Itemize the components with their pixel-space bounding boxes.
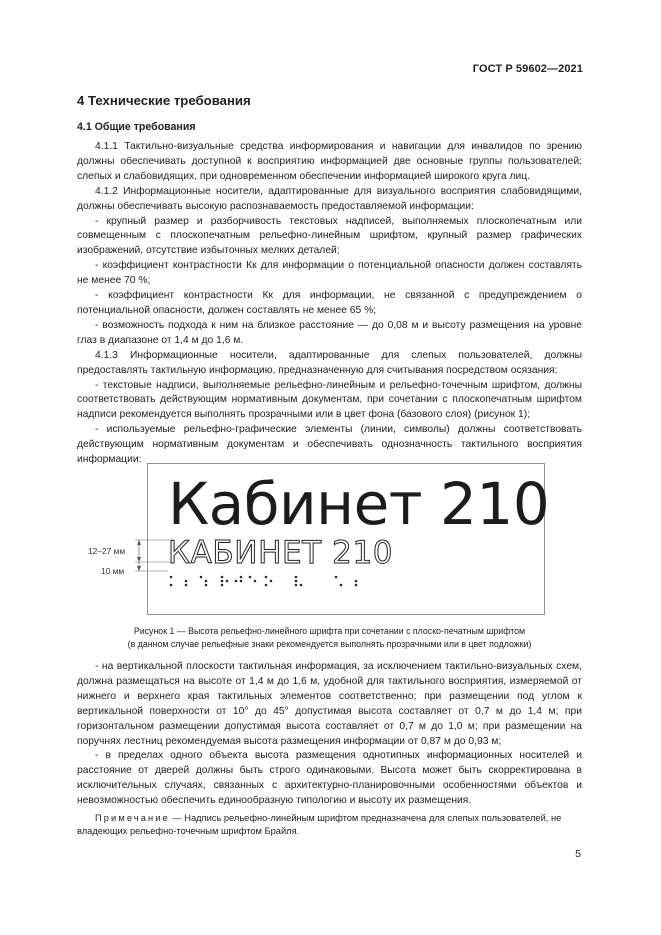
- sign-tactile-text: КАБИНЕТ 210: [168, 535, 394, 571]
- arrow-icon: [137, 566, 141, 571]
- list-item: - коэффициент контрастности Кк для информации о потенциальной опасности должен составлять не менее 70 %;: [77, 260, 582, 287]
- note-text: — Надпись рельефно-линейным шрифтом предназначена для слепых пользователей, не владеющих рельефно-точечным шрифтом Брайля.: [77, 813, 562, 837]
- paragraph: 4.1.3 Информационные носители, адаптированные для слепых пользователей, должны предоставлять тактильную информацию, предназначенную для считывания посредством осязания:: [77, 349, 582, 376]
- body-text-bottom: [77, 660, 582, 809]
- paragraph: 4.1.1 Тактильно-визуальные средства информирования и навигации для инвалидов по зрению должны обеспечивать доступной к восприятию информацией две основные группы пользователей: слепых и слабовидящих, при одновременном обеспечении информацией широкого круга лиц.: [77, 141, 582, 182]
- list-item: - возможность подхода к ним на близкое расстояние — до 0,08 м и высоту размещения на уровне глаз в диапазоне от 1,4 м до 1,6 м.: [77, 319, 582, 346]
- section-title: 4 Технические требования: [77, 93, 251, 108]
- standard-id: ГОСТ Р 59602—2021: [472, 63, 583, 75]
- caption-line: (в данном случае рельефные знаки рекомендуется выполнять прозрачными или в цвет подложки): [127, 638, 532, 649]
- arrow-icon: [137, 540, 141, 545]
- page-number: 5: [575, 848, 581, 860]
- dimension-gap-label: 10 мм: [101, 566, 125, 576]
- figure-caption: [77, 625, 582, 650]
- list-item: - крупный размер и разборчивость текстовых надписей, выполняемых плоскопечатным или совмещенным с плоскопечатным рельефно-линейным шрифтом, крупный размер графических изображений, отсутствие избыточных мелких деталей;: [77, 215, 582, 257]
- paragraph: 4.1.2 Информационные носители, адаптированные для визуального восприятия слабовидящими, должны обеспечивать высокую распознаваемость предоставляемой информации:: [77, 185, 582, 212]
- list-item: - коэффициент контрастности Кк для информации, не связанной с предупреждением о потенциальной опасности, должен составлять не менее 65 %;: [77, 290, 582, 316]
- braille-dots: [170, 576, 358, 587]
- note: [77, 812, 582, 839]
- dimension-height-label: 12–27 мм: [88, 546, 126, 556]
- subsection-title: 4.1 Общие требования: [77, 121, 196, 133]
- list-item: - текстовые надписи, выполняемые рельефно-линейным и рельефно-точечным шрифтом, должны соответствовать действующим нормативным документам, при сочетании с плоскопечатным шрифтом надписи рекомендуется выполнять прозрачными или в цвет фона (базового слоя) (рисунок 1);: [77, 379, 582, 421]
- sign-print-text: Кабинет 210: [168, 470, 550, 538]
- list-item: - используемые рельефно-графические элементы (линии, символы) должны соответствовать действующим нормативным документам и обеспечивать однозначность тактильного восприятия информации:: [77, 424, 582, 466]
- caption-line: Рисунок 1 — Высота рельефно-линейного шрифта при сочетании с плоско-печатным шрифтом: [133, 626, 526, 636]
- list-item: - в пределах одного объекта высота размещения однотипных информационных носителей и расстояние от дверей должны быть строго одинаковыми. Высота может быть скорректирована в исключительных случаях, связанных с архитектурно-планировочными особенностями объектов и невозможностью обеспечить единообразную типологию и высоту их размещения.: [77, 750, 582, 807]
- note-label: Примечание: [95, 813, 170, 823]
- list-item: - на вертикальной плоскости тактильная информация, за исключением тактильно-визуальных схем, должна размещаться на высоте от 1,4 м до 1,6 м, удобной для тактильного восприятия, измеряемой от нижнего и верхнего края тактильных элементов соответственно; при размещении под углом к вертикальной поверхности от 10° до 45° допустимая высота составляет от 0,7 м до 1,4 м; при горизонтальном размещении допустимая высота составляет от 0,7 м до 1,0 м; при размещении на поручнях лестниц рекомендуемая высота размещения информации от 0,87 м до 0,93 м;: [77, 661, 582, 747]
- arrow-icon: [137, 557, 141, 562]
